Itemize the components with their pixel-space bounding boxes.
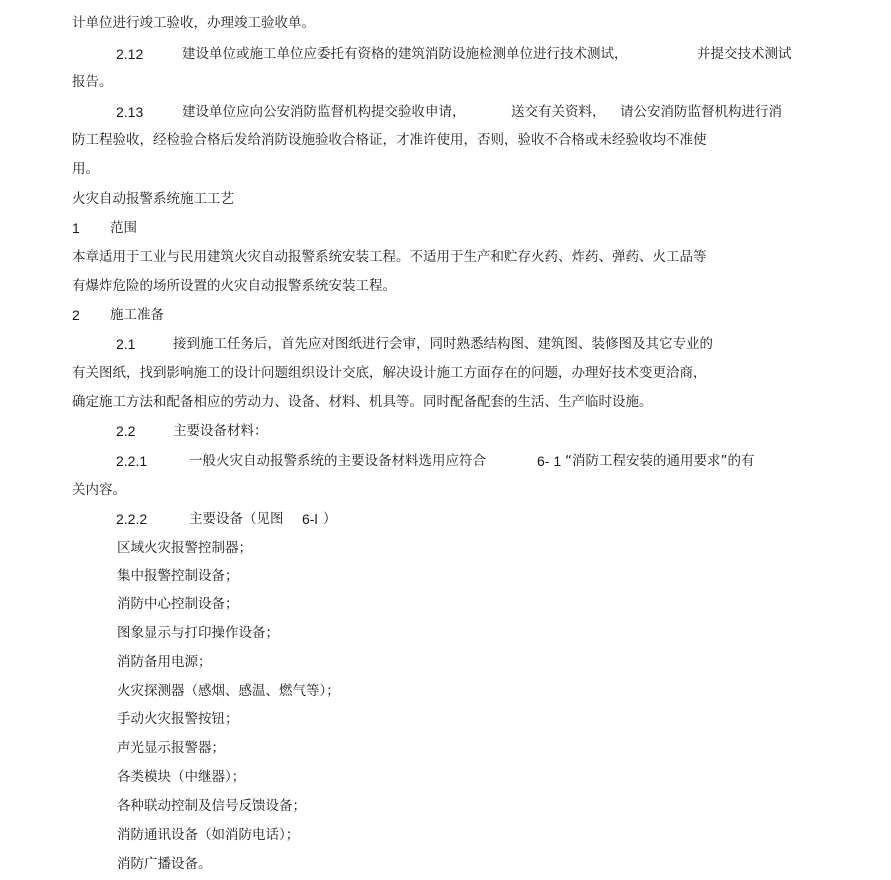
list-item: 手动火灾报警按钮； <box>117 711 239 727</box>
text-line: 并提交技术测试 <box>697 46 792 62</box>
section-number: 2 <box>72 307 80 323</box>
section-number: 1 <box>72 220 80 236</box>
section-number: 2.2.1 <box>116 453 148 469</box>
list-item: 火灾探测器（感烟、感温、燃气等）； <box>117 683 340 699</box>
text-line: 一般火灾自动报警系统的主要设备材料选用应符合 <box>189 453 486 469</box>
list-item: 图象显示与打印操作设备； <box>117 625 279 641</box>
text-line: 主要设备材料： <box>173 423 268 439</box>
section-number: 2.1 <box>116 336 136 352</box>
text-line: 计单位进行竣工验收，办理竣工验收单。 <box>72 15 315 31</box>
list-item: 消防中心控制设备； <box>117 596 239 612</box>
section-number: 2.2.2 <box>116 511 148 527</box>
text-line: 用。 <box>72 161 99 177</box>
list-item: 声光显示报警器； <box>117 740 225 756</box>
text-line: 有爆炸危险的场所设置的火灾自动报警系统安装工程。 <box>72 278 396 294</box>
section-number: 2.12 <box>116 46 144 62</box>
text-line: ） <box>323 511 337 527</box>
list-item: 消防广播设备。 <box>117 856 212 872</box>
text-line: 主要设备（见图 <box>189 511 284 527</box>
text-line: 关内容。 <box>72 482 126 498</box>
text-line: 建设单位或施工单位应委托有资格的建筑消防设施检测单位进行技术测试， <box>182 46 628 62</box>
text-line: 接到施工任务后，首先应对图纸进行会审，同时熟悉结构图、建筑图、装修图及其它专业的 <box>173 336 713 352</box>
figure-reference: 6-l <box>302 511 318 527</box>
text-line: 本章适用于工业与民用建筑火灾自动报警系统安装工程。不适用于生产和贮存火药、炸药、弹药、火工品等 <box>72 249 707 265</box>
list-item: 集中报警控制设备； <box>117 568 239 584</box>
list-item: 各种联动控制及信号反馈设备； <box>117 798 306 814</box>
text-line: 确定施工方法和配备相应的劳动力、设备、材料、机具等。同时配备配套的生活、生产临时设施。 <box>72 394 653 410</box>
figure-reference: 6- 1 <box>537 453 562 469</box>
section-heading: 施工准备 <box>110 307 164 323</box>
list-item: 区域火灾报警控制器； <box>117 540 252 556</box>
section-heading: 范围 <box>110 220 137 236</box>
text-line: 请公安消防监督机构进行消 <box>620 104 782 120</box>
text-line: 建设单位应向公安消防监督机构提交验收申请， <box>182 104 466 120</box>
text-line: 报告。 <box>72 74 113 90</box>
text-line: 防工程验收，经检验合格后发给消防设施验收合格证，才准许使用，否则，验收不合格或未经验收均不准使 <box>72 132 707 148</box>
text-line: 送交有关资料， <box>511 104 606 120</box>
section-number: 2.2 <box>116 423 136 439</box>
text-line: “消防工程安装的通用要求”的有 <box>565 453 755 469</box>
text-line: 有关图纸，找到影响施工的设计问题组织设计交底，解决设计施工方面存在的问题，办理好技术变更洽商， <box>72 365 707 381</box>
list-item: 各类模块（中继器）； <box>117 769 246 785</box>
list-item: 消防通讯设备（如消防电话）； <box>117 827 300 843</box>
section-number: 2.13 <box>116 104 144 120</box>
section-heading: 火灾自动报警系统施工工艺 <box>72 191 234 207</box>
list-item: 消防备用电源； <box>117 654 212 670</box>
